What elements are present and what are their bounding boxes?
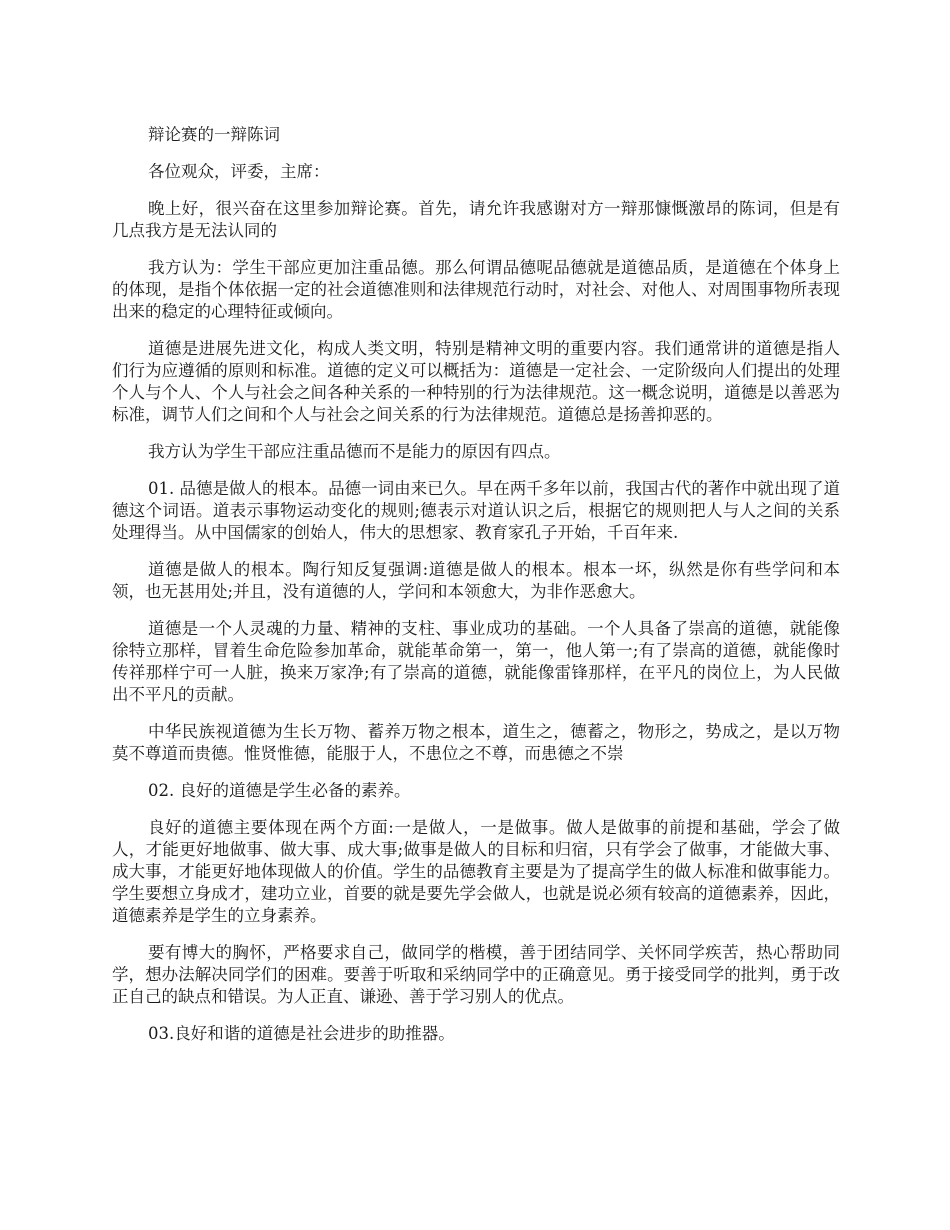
document-body bbox=[112, 124, 840, 1060]
body-paragraph: 我方认为学生干部应注重品德而不是能力的原因有四点。 bbox=[148, 442, 561, 461]
point-1-paragraph: 01. 品德是做人的根本。品德一词由来已久。早在两千多年以前，我国古代的著作中就出现了道德这个词语。道表示事物运动变化的规则;德表示对道认识之后，根据它的规则把人与人之间的关系处理得当。从中国儒家的创始人，伟大的思想家、教育家孔子开始，千百年来. bbox=[112, 479, 840, 542]
body-paragraph: 要有博大的胸怀，严格要求自己，做同学的楷模，善于团结同学、关怀同学疾苦，热心帮助同学，想办法解决同学们的困难。要善于听取和采纳同学中的正确意见。勇于接受同学的批判，勇于改正自己的缺点和错误。为人正直、谦逊、善于学习别人的优点。 bbox=[112, 943, 840, 1006]
body-paragraph: 道德是进展先进文化，构成人类文明，特别是精神文明的重要内容。我们通常讲的道德是指人们行为应遵循的原则和标准。道德的定义可以概括为：道德是一定社会、一定阶级向人们提出的处理个人与个人、个人与社会之间各种关系的一种特别的行为法律规范。这一概念说明，道德是以善恶为标准，调节人们之间和个人与社会之间关系的行为法律规范。道德总是扬善抑恶的。 bbox=[112, 339, 840, 424]
body-paragraph: 我方认为：学生干部应更加注重品德。那么何谓品德呢品德就是道德品质，是道德在个体身上的体现，是指个体依据一定的社会道德准则和法律规范行动时，对社会、对他人、对周围事物所表现出来的稳定的心理特征或倾向。 bbox=[112, 258, 840, 321]
body-paragraph: 良好的道德主要体现在两个方面:一是做人，一是做事。做人是做事的前提和基础，学会了做人，才能更好地做事、做大事、成大事;做事是做人的目标和归宿，只有学会了做事，才能做大事、成大事，才能更好地体现做人的价值。学生的品德教育主要是为了提高学生的做人标准和做事能力。学生要想立身成才，建功立业，首要的就是要先学会做人，也就是说必须有较高的道德素养，因此，道德素养是学生的立身素养。 bbox=[112, 818, 840, 925]
body-paragraph: 晚上好，很兴奋在这里参加辩论赛。首先，请允许我感谢对方一辩那慷慨激昂的陈词，但是有几点我方是无法认同的 bbox=[112, 199, 840, 240]
document-title: 辩论赛的一辩陈词 bbox=[148, 125, 280, 144]
point-3-heading: 03.良好和谐的道德是社会进步的助推器。 bbox=[148, 1024, 455, 1043]
body-paragraph: 道德是做人的根本。陶行知反复强调:道德是做人的根本。根本一坏，纵然是你有些学问和本领，也无甚用处;并且，没有道德的人，学问和本领愈大，为非作恶愈大。 bbox=[112, 560, 840, 601]
body-paragraph: 中华民族视道德为生长万物、蓄养万物之根本，道生之，德蓄之，物形之，势成之，是以万物莫不尊道而贵德。惟贤惟德，能服于人，不患位之不尊，而患德之不崇 bbox=[112, 722, 840, 763]
salutation-paragraph: 各位观众，评委，主席： bbox=[148, 162, 330, 181]
point-2-heading: 02. 良好的道德是学生必备的素养。 bbox=[148, 781, 411, 800]
body-paragraph: 道德是一个人灵魂的力量、精神的支柱、事业成功的基础。一个人具备了崇高的道德，就能像徐特立那样，冒着生命危险参加革命，就能革命第一，第一，他人第一;有了崇高的道德，就能像时传祥那样宁可一人脏，换来万家净;有了崇高的道德，就能像雷锋那样，在平凡的岗位上，为人民做出不平凡的贡献。 bbox=[112, 619, 840, 704]
